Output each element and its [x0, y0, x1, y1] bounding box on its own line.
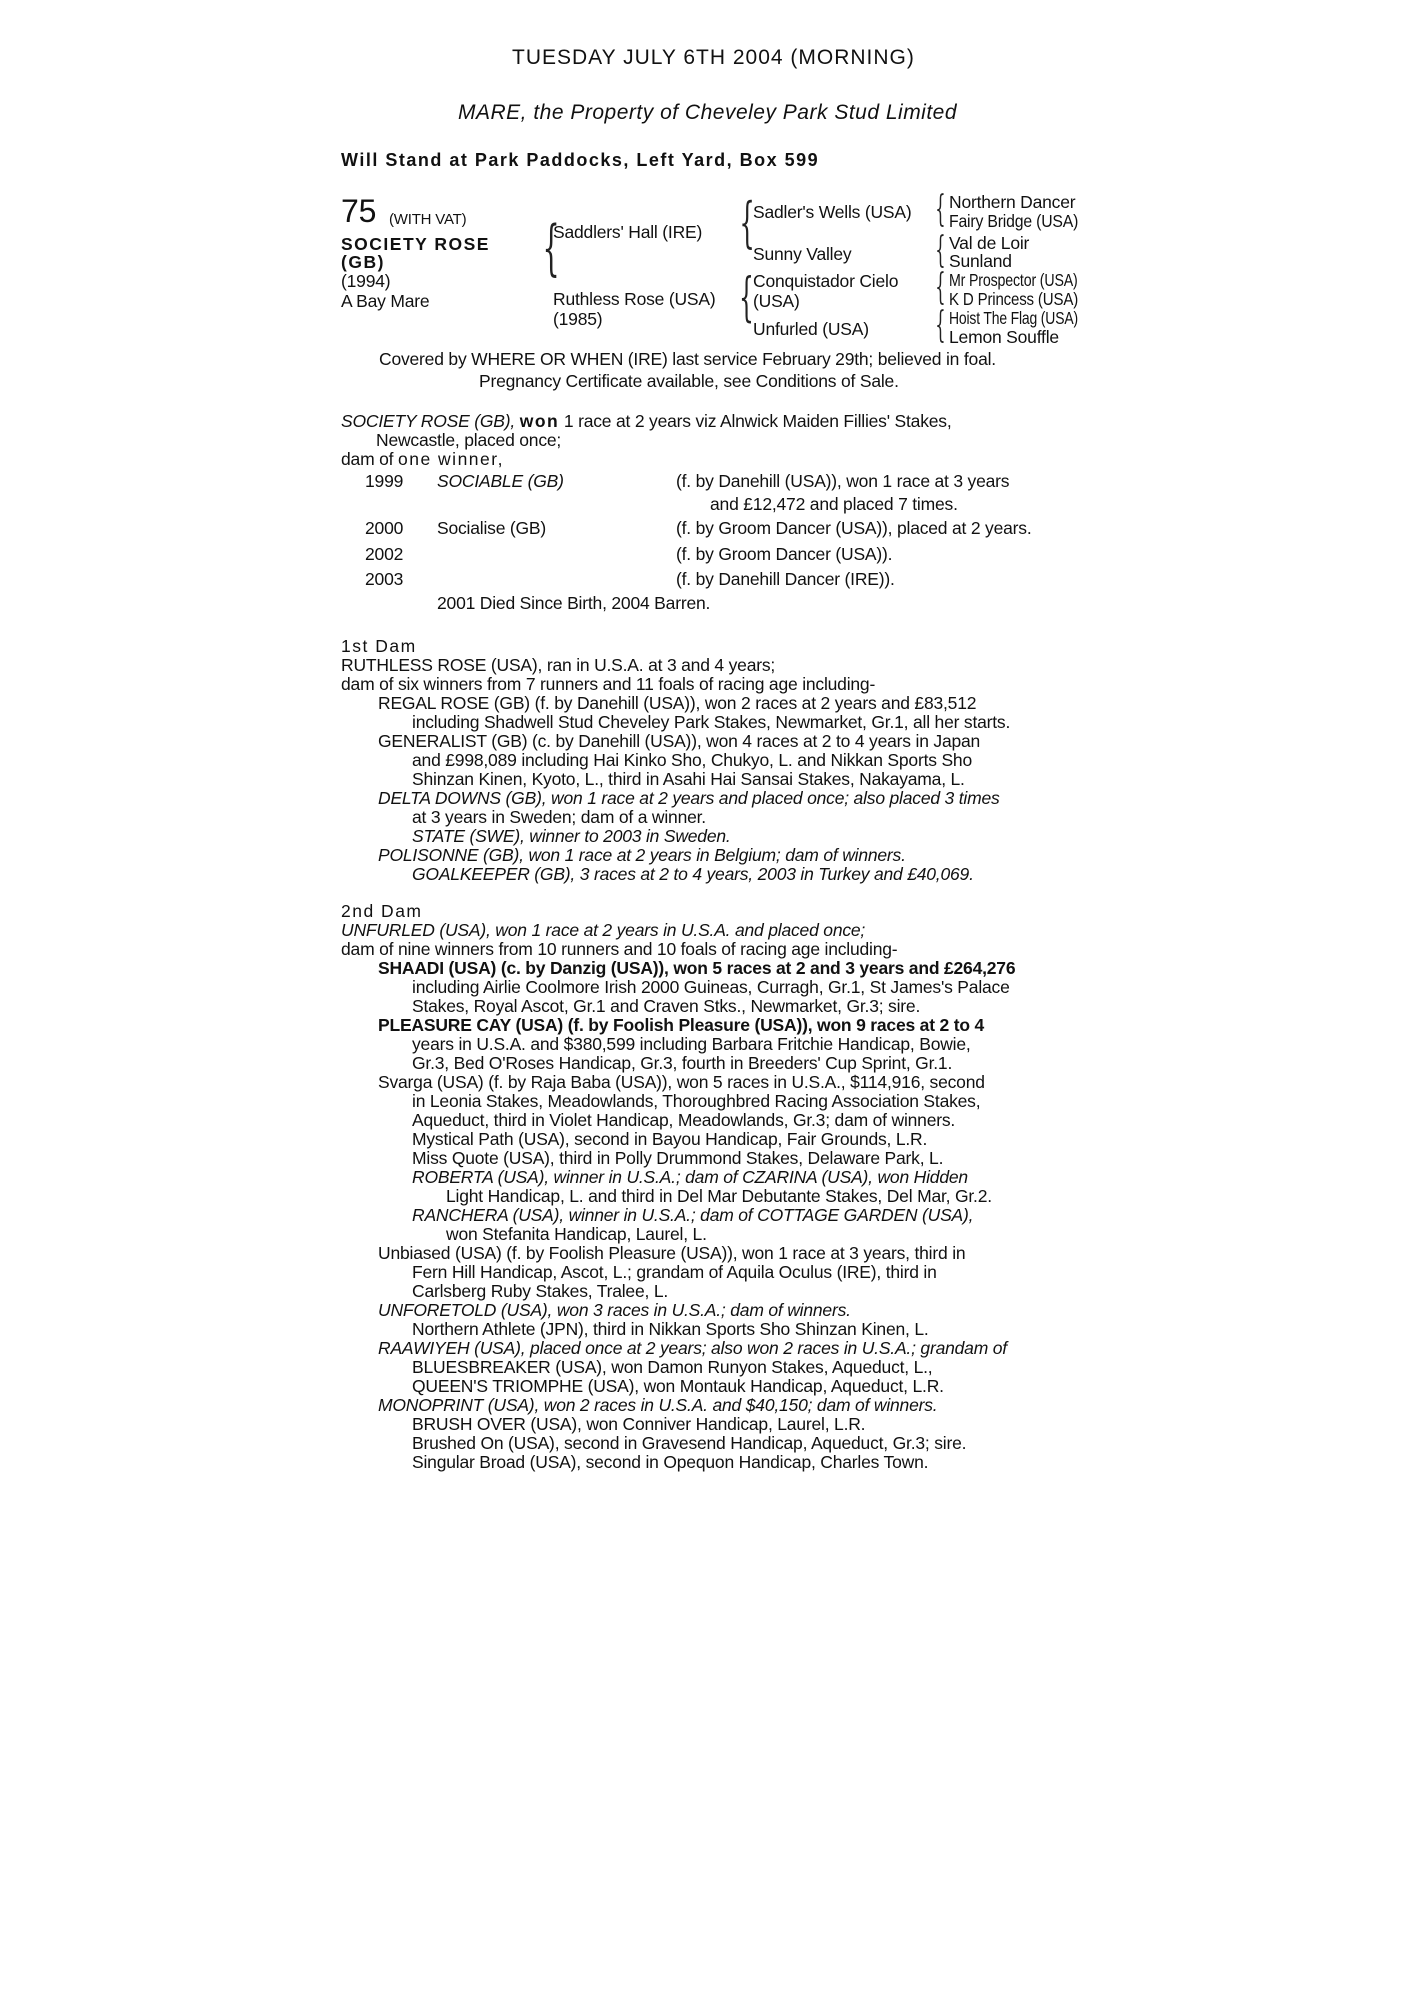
second-dam-line: SHAADI (USA) (c. by Danzig (USA)), won 5 races at 2 and 3 years and £264,276	[378, 958, 1016, 978]
first-dam-line: DELTA DOWNS (GB), won 1 race at 2 years and placed once; also placed 3 times	[378, 788, 1000, 808]
pedigree-brace-ds: {	[739, 268, 754, 328]
first-dam-line: STATE (SWE), winner to 2003 in Sweden.	[412, 826, 731, 846]
lot-number: 75	[341, 193, 377, 229]
pedigree-dd: Unfurled (USA)	[753, 319, 869, 339]
produce-detail: (f. by Danehill (USA)), won 1 race at 3 years	[676, 471, 1010, 491]
pedigree-sss: Northern Dancer	[949, 192, 1076, 212]
second-dam-line: RANCHERA (USA), winner in U.S.A.; dam of COTTAGE GARDEN (USA),	[412, 1205, 974, 1225]
second-dam-line: Gr.3, Bed O'Roses Handicap, Gr.3, fourth in Breeders' Cup Sprint, Gr.1.	[412, 1053, 953, 1073]
second-dam-line: ROBERTA (USA), winner in U.S.A.; dam of CZARINA (USA), won Hidden	[412, 1167, 968, 1187]
first-dam-line: including Shadwell Stud Cheveley Park Stakes, Newmarket, Gr.1, all her starts.	[412, 712, 1011, 732]
stand-line: Will Stand at Park Paddocks, Left Yard, Box 599	[341, 150, 820, 170]
pregnancy-line: Pregnancy Certificate available, see Conditions of Sale.	[479, 371, 899, 391]
produce-note: 2001 Died Since Birth, 2004 Barren.	[437, 593, 711, 613]
first-dam-line: Shinzan Kinen, Kyoto, L., third in Asahi Hai Sansai Stakes, Nakayama, L.	[412, 769, 965, 789]
pedigree-ds-country: (USA)	[753, 291, 800, 311]
pedigree-dsd: K D Princess (USA)	[949, 289, 1079, 309]
second-dam-line: Mystical Path (USA), second in Bayou Handicap, Fair Grounds, L.R.	[412, 1129, 928, 1149]
pedigree-ds: Conquistador Cielo	[753, 271, 899, 291]
pedigree-brace-dss: {	[935, 267, 946, 308]
produce-detail-cont: and £12,472 and placed 7 times.	[710, 494, 958, 514]
second-dam-line: won Stefanita Handicap, Laurel, L.	[446, 1224, 707, 1244]
pedigree-brace-ss: {	[739, 191, 755, 254]
second-dam-line: UNFORETOLD (USA), won 3 races in U.S.A.; dam of winners.	[378, 1300, 851, 1320]
lot-vat: (WITH VAT)	[389, 211, 467, 228]
horse-name: SOCIETY ROSE	[341, 234, 490, 254]
second-dam-line: dam of nine winners from 10 runners and 10 foals of racing age including-	[341, 939, 898, 959]
produce-name: Socialise (GB)	[437, 518, 547, 538]
horse-description: A Bay Mare	[341, 291, 430, 311]
first-dam-line: REGAL ROSE (GB) (f. by Danehill (USA)), won 2 races at 2 years and £83,512	[378, 693, 977, 713]
produce-detail: (f. by Danehill Dancer (IRE)).	[676, 569, 895, 589]
second-dam-line: RAAWIYEH (USA), placed once at 2 years; also won 2 races in U.S.A.; grandam of	[378, 1338, 1007, 1358]
second-dam-line: MONOPRINT (USA), won 2 races in U.S.A. and $40,150; dam of winners.	[378, 1395, 938, 1415]
first-dam-line: POLISONNE (GB), won 1 race at 2 years in Belgium; dam of winners.	[378, 845, 906, 865]
pedigree-ssd: Fairy Bridge (USA)	[949, 211, 1079, 231]
produce-year: 2002	[365, 544, 404, 564]
pedigree-brace-sds: {	[935, 230, 946, 271]
first-dam-line: dam of six winners from 7 runners and 11 foals of racing age including-	[341, 674, 876, 694]
pedigree-ss: Sadler's Wells (USA)	[753, 202, 912, 222]
pedigree-sd: Sunny Valley	[753, 244, 852, 264]
pedigree-brace-sss: {	[935, 189, 946, 230]
record-horse-name: SOCIETY ROSE (GB),	[341, 411, 516, 431]
record-won: won	[519, 411, 560, 431]
second-dam-line: Singular Broad (USA), second in Opequon Handicap, Charles Town.	[412, 1452, 929, 1472]
produce-year: 1999	[365, 471, 404, 491]
produce-detail: (f. by Groom Dancer (USA)).	[676, 544, 893, 564]
first-dam-line: at 3 years in Sweden; dam of a winner.	[412, 807, 706, 827]
pedigree-sdd: Sunland	[949, 251, 1012, 271]
property-line: MARE, the Property of Cheveley Park Stud Limited	[458, 101, 958, 124]
second-dam-line: PLEASURE CAY (USA) (f. by Foolish Pleasure (USA)), won 9 races at 2 to 4	[378, 1015, 985, 1035]
pedigree-sire: Saddlers' Hall (IRE)	[553, 222, 703, 242]
second-dam-line: Stakes, Royal Ascot, Gr.1 and Craven Stks., Newmarket, Gr.3; sire.	[412, 996, 921, 1016]
second-dam-line: Aqueduct, third in Violet Handicap, Meadowlands, Gr.3; dam of winners.	[412, 1110, 956, 1130]
first-dam-line: and £998,089 including Hai Kinko Sho, Chukyo, L. and Nikkan Sports Sho	[412, 750, 972, 770]
horse-year: (1994)	[341, 271, 391, 291]
pedigree-dss: Mr Prospector (USA)	[949, 270, 1078, 290]
first-dam-heading: 1st Dam	[341, 636, 417, 656]
pedigree-brace-sire: {	[542, 213, 560, 283]
second-dam-line: Carlsberg Ruby Stakes, Tralee, L.	[412, 1281, 669, 1301]
second-dam-line: Unbiased (USA) (f. by Foolish Pleasure (USA)), won 1 race at 3 years, third in	[378, 1243, 966, 1263]
second-dam-line: Fern Hill Handicap, Ascot, L.; grandam of Aquila Oculus (IRE), third in	[412, 1262, 937, 1282]
record-dam-of: dam of	[341, 449, 394, 469]
pedigree-sds: Val de Loir	[949, 233, 1030, 253]
second-dam-line: Svarga (USA) (f. by Raja Baba (USA)), won 5 races in U.S.A., $114,916, second	[378, 1072, 985, 1092]
second-dam-line: in Leonia Stakes, Meadowlands, Thoroughbred Racing Association Stakes,	[412, 1091, 981, 1111]
covered-line: Covered by WHERE OR WHEN (IRE) last service February 29th; believed in foal.	[379, 349, 996, 369]
second-dam-heading: 2nd Dam	[341, 901, 423, 921]
record-line-3	[341, 450, 504, 469]
produce-detail: (f. by Groom Dancer (USA)), placed at 2 years.	[676, 518, 1032, 538]
second-dam-line: UNFURLED (USA), won 1 race at 2 years in U.S.A. and placed once;	[341, 920, 866, 940]
second-dam-line: BLUESBREAKER (USA), won Damon Runyon Stakes, Aqueduct, L.,	[412, 1357, 933, 1377]
first-dam-line: RUTHLESS ROSE (USA), ran in U.S.A. at 3 and 4 years;	[341, 655, 776, 675]
produce-year: 2003	[365, 569, 404, 589]
record-line-1	[341, 412, 952, 431]
pedigree-ddd: Lemon Souffle	[949, 327, 1059, 347]
record-one-winner: one winner,	[397, 449, 504, 469]
sale-date: TUESDAY JULY 6TH 2004 (MORNING)	[512, 46, 915, 69]
produce-name: SOCIABLE (GB)	[437, 471, 564, 491]
second-dam-line: Northern Athlete (JPN), third in Nikkan Sports Sho Shinzan Kinen, L.	[412, 1319, 929, 1339]
second-dam-line: years in U.S.A. and $380,599 including Barbara Fritchie Handicap, Bowie,	[412, 1034, 971, 1054]
second-dam-line: Miss Quote (USA), third in Polly Drummond Stakes, Delaware Park, L.	[412, 1148, 944, 1168]
horse-country: (GB)	[341, 252, 385, 272]
second-dam-line: BRUSH OVER (USA), won Conniver Handicap, Laurel, L.R.	[412, 1414, 866, 1434]
second-dam-line: Light Handicap, L. and third in Del Mar Debutante Stakes, Del Mar, Gr.2.	[446, 1186, 992, 1206]
pedigree-dds: Hoist The Flag (USA)	[949, 308, 1078, 328]
first-dam-line: GENERALIST (GB) (c. by Danehill (USA)), won 4 races at 2 to 4 years in Japan	[378, 731, 981, 751]
second-dam-line: Brushed On (USA), second in Gravesend Handicap, Aqueduct, Gr.3; sire.	[412, 1433, 967, 1453]
record-line-2: Newcastle, placed once;	[376, 430, 562, 450]
pedigree-brace-dds: {	[935, 305, 946, 346]
pedigree-dam: Ruthless Rose (USA)	[553, 289, 716, 309]
first-dam-line: GOALKEEPER (GB), 3 races at 2 to 4 years, 2003 in Turkey and £40,069.	[412, 864, 974, 884]
pedigree-dam-year: (1985)	[553, 309, 603, 329]
second-dam-line: QUEEN'S TRIOMPHE (USA), won Montauk Handicap, Aqueduct, L.R.	[412, 1376, 944, 1396]
produce-year: 2000	[365, 518, 404, 538]
second-dam-line: including Airlie Coolmore Irish 2000 Guineas, Curragh, Gr.1, St James's Palace	[412, 977, 1010, 997]
record-text: 1 race at 2 years viz Alnwick Maiden Fillies' Stakes,	[563, 411, 952, 431]
